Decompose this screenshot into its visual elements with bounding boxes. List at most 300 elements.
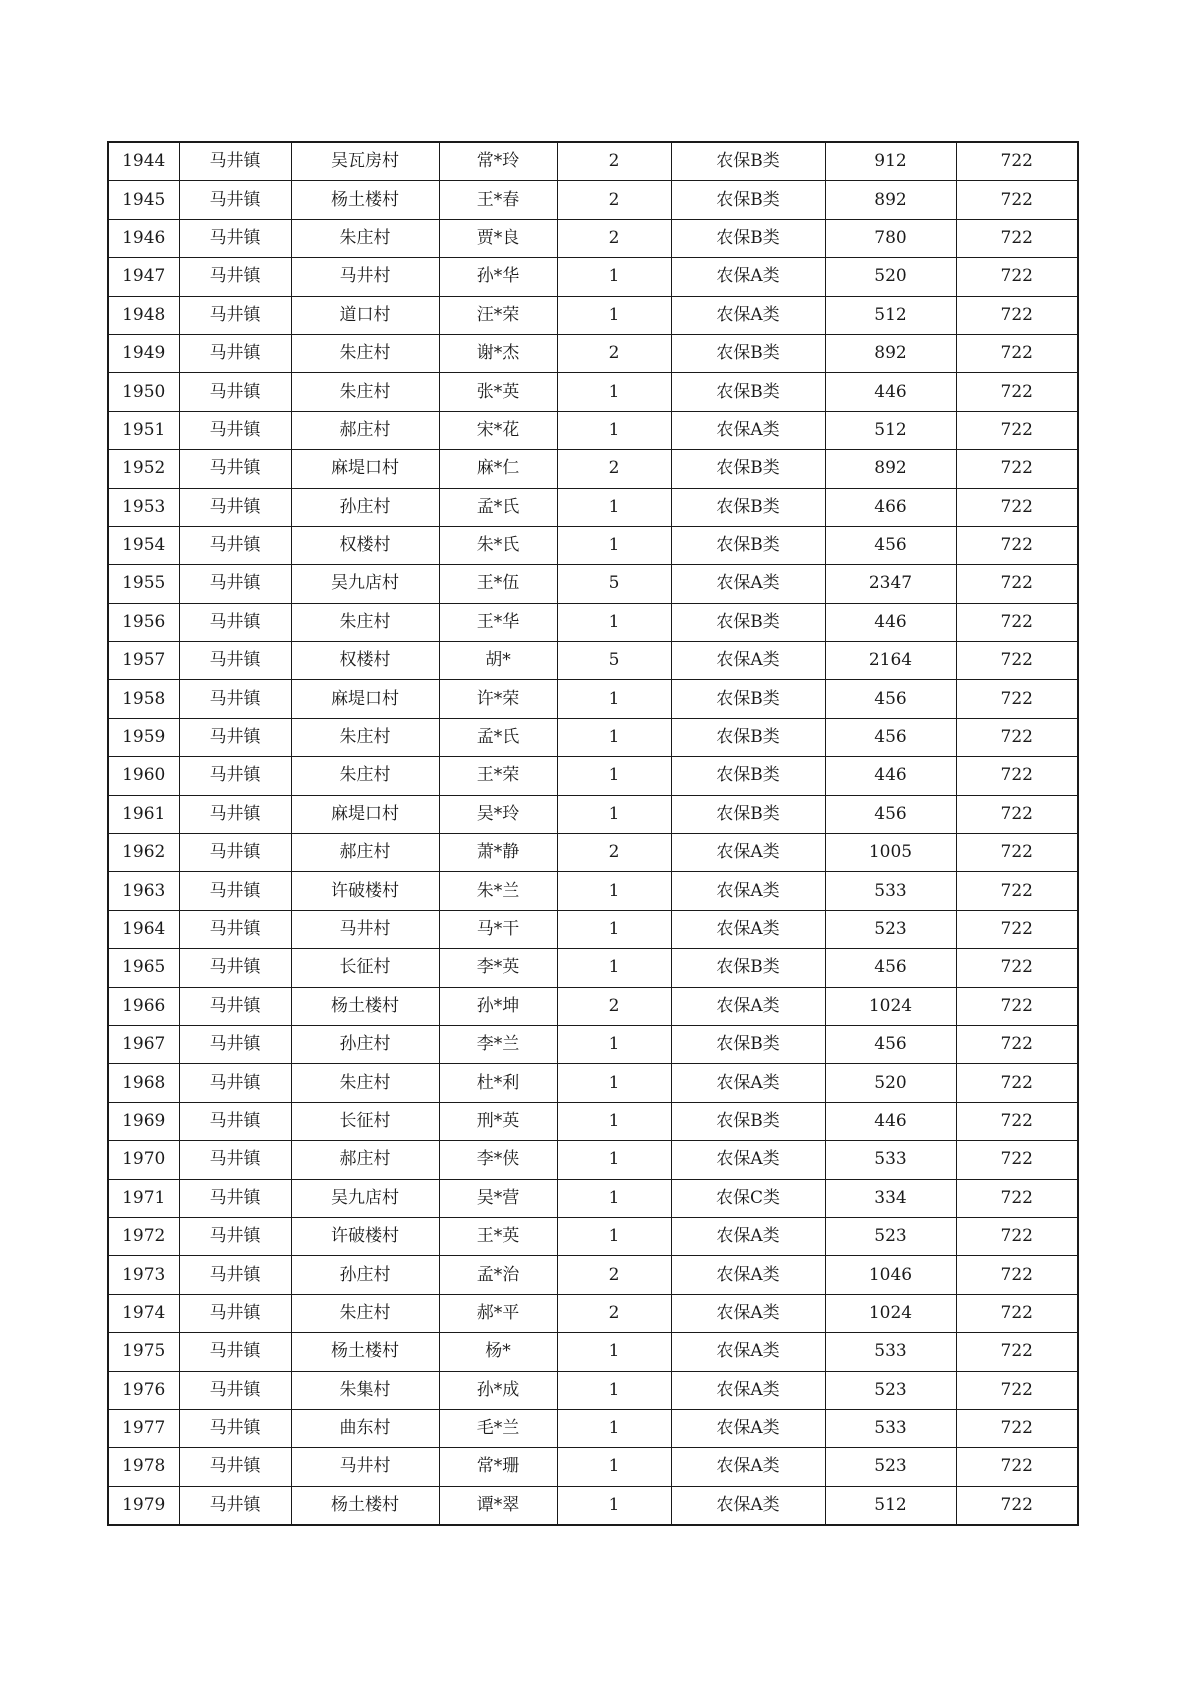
village-cell: 曲东村: [291, 1409, 439, 1447]
standard-cell: 722: [956, 1179, 1078, 1217]
name-cell: 王*华: [439, 603, 557, 641]
household-size-cell: 1: [557, 795, 671, 833]
insurance-type-cell: 农保A类: [671, 1141, 825, 1179]
town-cell: 马井镇: [179, 1333, 291, 1371]
name-cell: 朱*兰: [439, 872, 557, 910]
table-row: [108, 603, 1078, 641]
amount-cell: 892: [825, 450, 956, 488]
standard-cell: 722: [956, 987, 1078, 1025]
household-size-cell: 1: [557, 1025, 671, 1063]
table-row: [108, 181, 1078, 219]
household-size-cell: 1: [557, 258, 671, 296]
serial-number-cell: 1960: [108, 757, 179, 795]
household-size-cell: 2: [557, 834, 671, 872]
village-cell: 杨土楼村: [291, 1333, 439, 1371]
standard-cell: 722: [956, 296, 1078, 334]
serial-number-cell: 1967: [108, 1025, 179, 1063]
standard-cell: 722: [956, 642, 1078, 680]
town-cell: 马井镇: [179, 219, 291, 257]
standard-cell: 722: [956, 142, 1078, 181]
household-size-cell: 1: [557, 1102, 671, 1140]
table-row: [108, 1448, 1078, 1486]
serial-number-cell: 1974: [108, 1294, 179, 1332]
household-size-cell: 5: [557, 642, 671, 680]
table-row: [108, 1256, 1078, 1294]
village-cell: 孙庄村: [291, 488, 439, 526]
insurance-type-cell: 农保B类: [671, 1102, 825, 1140]
household-size-cell: 1: [557, 603, 671, 641]
insurance-type-cell: 农保A类: [671, 1256, 825, 1294]
standard-cell: 722: [956, 949, 1078, 987]
village-cell: 郝庄村: [291, 834, 439, 872]
amount-cell: 1005: [825, 834, 956, 872]
town-cell: 马井镇: [179, 1217, 291, 1255]
insurance-type-cell: 农保B类: [671, 526, 825, 564]
town-cell: 马井镇: [179, 373, 291, 411]
village-cell: 郝庄村: [291, 1141, 439, 1179]
name-cell: 孙*成: [439, 1371, 557, 1409]
household-size-cell: 1: [557, 526, 671, 564]
name-cell: 胡*: [439, 642, 557, 680]
table-row: [108, 718, 1078, 756]
standard-cell: 722: [956, 1371, 1078, 1409]
town-cell: 马井镇: [179, 488, 291, 526]
name-cell: 张*英: [439, 373, 557, 411]
standard-cell: 722: [956, 1486, 1078, 1525]
table-row: [108, 258, 1078, 296]
name-cell: 宋*花: [439, 411, 557, 449]
serial-number-cell: 1970: [108, 1141, 179, 1179]
standard-cell: 722: [956, 1294, 1078, 1332]
household-size-cell: 1: [557, 1409, 671, 1447]
amount-cell: 456: [825, 718, 956, 756]
name-cell: 杨*: [439, 1333, 557, 1371]
insurance-type-cell: 农保A类: [671, 1486, 825, 1525]
household-size-cell: 1: [557, 1448, 671, 1486]
table-row: [108, 1217, 1078, 1255]
insurance-type-cell: 农保B类: [671, 680, 825, 718]
village-cell: 长征村: [291, 1102, 439, 1140]
amount-cell: 892: [825, 334, 956, 372]
household-size-cell: 5: [557, 565, 671, 603]
name-cell: 朱*氏: [439, 526, 557, 564]
amount-cell: 466: [825, 488, 956, 526]
serial-number-cell: 1952: [108, 450, 179, 488]
serial-number-cell: 1955: [108, 565, 179, 603]
table-row: [108, 872, 1078, 910]
amount-cell: 512: [825, 1486, 956, 1525]
town-cell: 马井镇: [179, 1294, 291, 1332]
amount-cell: 523: [825, 1217, 956, 1255]
table-row: [108, 411, 1078, 449]
table-row: [108, 795, 1078, 833]
name-cell: 杜*利: [439, 1064, 557, 1102]
standard-cell: 722: [956, 411, 1078, 449]
name-cell: 常*珊: [439, 1448, 557, 1486]
amount-cell: 520: [825, 1064, 956, 1102]
table-row: [108, 1409, 1078, 1447]
name-cell: 孙*坤: [439, 987, 557, 1025]
insurance-type-cell: 农保A类: [671, 1064, 825, 1102]
standard-cell: 722: [956, 334, 1078, 372]
amount-cell: 533: [825, 872, 956, 910]
town-cell: 马井镇: [179, 795, 291, 833]
serial-number-cell: 1973: [108, 1256, 179, 1294]
serial-number-cell: 1977: [108, 1409, 179, 1447]
town-cell: 马井镇: [179, 718, 291, 756]
serial-number-cell: 1972: [108, 1217, 179, 1255]
serial-number-cell: 1950: [108, 373, 179, 411]
village-cell: 朱庄村: [291, 1064, 439, 1102]
household-size-cell: 1: [557, 373, 671, 411]
village-cell: 朱庄村: [291, 718, 439, 756]
village-cell: 杨土楼村: [291, 1486, 439, 1525]
village-cell: 吴瓦房村: [291, 142, 439, 181]
household-size-cell: 1: [557, 411, 671, 449]
table-row: [108, 142, 1078, 181]
standard-cell: 722: [956, 680, 1078, 718]
household-size-cell: 1: [557, 1179, 671, 1217]
standard-cell: 722: [956, 1141, 1078, 1179]
town-cell: 马井镇: [179, 603, 291, 641]
town-cell: 马井镇: [179, 987, 291, 1025]
table-row: [108, 1371, 1078, 1409]
standard-cell: 722: [956, 565, 1078, 603]
name-cell: 李*侠: [439, 1141, 557, 1179]
serial-number-cell: 1958: [108, 680, 179, 718]
village-cell: 权楼村: [291, 642, 439, 680]
town-cell: 马井镇: [179, 642, 291, 680]
insurance-type-cell: 农保A类: [671, 910, 825, 948]
serial-number-cell: 1954: [108, 526, 179, 564]
village-cell: 马井村: [291, 258, 439, 296]
household-size-cell: 1: [557, 1141, 671, 1179]
insurance-type-cell: 农保A类: [671, 1409, 825, 1447]
serial-number-cell: 1963: [108, 872, 179, 910]
serial-number-cell: 1947: [108, 258, 179, 296]
table-row: [108, 1025, 1078, 1063]
serial-number-cell: 1951: [108, 411, 179, 449]
amount-cell: 446: [825, 603, 956, 641]
village-cell: 许破楼村: [291, 872, 439, 910]
table-row: [108, 1102, 1078, 1140]
amount-cell: 523: [825, 1448, 956, 1486]
insurance-type-cell: 农保B类: [671, 181, 825, 219]
standard-cell: 722: [956, 1448, 1078, 1486]
amount-cell: 523: [825, 1371, 956, 1409]
town-cell: 马井镇: [179, 1486, 291, 1525]
village-cell: 麻堤口村: [291, 795, 439, 833]
name-cell: 萧*静: [439, 834, 557, 872]
table-row: [108, 450, 1078, 488]
amount-cell: 533: [825, 1333, 956, 1371]
name-cell: 王*英: [439, 1217, 557, 1255]
village-cell: 朱庄村: [291, 757, 439, 795]
table-row: [108, 757, 1078, 795]
serial-number-cell: 1949: [108, 334, 179, 372]
table-row: [108, 834, 1078, 872]
amount-cell: 912: [825, 142, 956, 181]
serial-number-cell: 1961: [108, 795, 179, 833]
name-cell: 李*英: [439, 949, 557, 987]
table-row: [108, 565, 1078, 603]
table-row: [108, 219, 1078, 257]
household-size-cell: 1: [557, 949, 671, 987]
serial-number-cell: 1945: [108, 181, 179, 219]
insurance-type-cell: 农保B类: [671, 334, 825, 372]
amount-cell: 1024: [825, 987, 956, 1025]
serial-number-cell: 1956: [108, 603, 179, 641]
insurance-type-cell: 农保B类: [671, 373, 825, 411]
village-cell: 长征村: [291, 949, 439, 987]
name-cell: 汪*荣: [439, 296, 557, 334]
standard-cell: 722: [956, 1064, 1078, 1102]
village-cell: 麻堤口村: [291, 450, 439, 488]
serial-number-cell: 1979: [108, 1486, 179, 1525]
town-cell: 马井镇: [179, 910, 291, 948]
household-size-cell: 1: [557, 680, 671, 718]
village-cell: 杨土楼村: [291, 181, 439, 219]
table-row: [108, 910, 1078, 948]
amount-cell: 334: [825, 1179, 956, 1217]
household-size-cell: 1: [557, 1333, 671, 1371]
town-cell: 马井镇: [179, 1064, 291, 1102]
insurance-type-cell: 农保A类: [671, 296, 825, 334]
town-cell: 马井镇: [179, 296, 291, 334]
insurance-type-cell: 农保B类: [671, 219, 825, 257]
name-cell: 刑*英: [439, 1102, 557, 1140]
insurance-type-cell: 农保A类: [671, 1217, 825, 1255]
town-cell: 马井镇: [179, 411, 291, 449]
village-cell: 马井村: [291, 1448, 439, 1486]
name-cell: 许*荣: [439, 680, 557, 718]
standard-cell: 722: [956, 834, 1078, 872]
amount-cell: 456: [825, 526, 956, 564]
serial-number-cell: 1946: [108, 219, 179, 257]
name-cell: 孟*氏: [439, 488, 557, 526]
name-cell: 孟*氏: [439, 718, 557, 756]
town-cell: 马井镇: [179, 834, 291, 872]
amount-cell: 1046: [825, 1256, 956, 1294]
amount-cell: 892: [825, 181, 956, 219]
name-cell: 王*春: [439, 181, 557, 219]
household-size-cell: 1: [557, 872, 671, 910]
serial-number-cell: 1968: [108, 1064, 179, 1102]
standard-cell: 722: [956, 910, 1078, 948]
village-cell: 朱庄村: [291, 334, 439, 372]
serial-number-cell: 1965: [108, 949, 179, 987]
household-size-cell: 1: [557, 910, 671, 948]
amount-cell: 533: [825, 1409, 956, 1447]
town-cell: 马井镇: [179, 757, 291, 795]
village-cell: 郝庄村: [291, 411, 439, 449]
amount-cell: 780: [825, 219, 956, 257]
amount-cell: 512: [825, 411, 956, 449]
amount-cell: 456: [825, 1025, 956, 1063]
household-size-cell: 2: [557, 450, 671, 488]
table-row: [108, 1179, 1078, 1217]
household-size-cell: 2: [557, 334, 671, 372]
household-size-cell: 2: [557, 219, 671, 257]
insurance-type-cell: 农保A类: [671, 987, 825, 1025]
village-cell: 杨土楼村: [291, 987, 439, 1025]
table-body: [108, 142, 1078, 1525]
town-cell: 马井镇: [179, 1371, 291, 1409]
name-cell: 谭*翠: [439, 1486, 557, 1525]
beneficiary-table: [107, 141, 1079, 1526]
table-row: [108, 334, 1078, 372]
town-cell: 马井镇: [179, 565, 291, 603]
standard-cell: 722: [956, 1256, 1078, 1294]
insurance-type-cell: 农保A类: [671, 1333, 825, 1371]
household-size-cell: 1: [557, 718, 671, 756]
table-row: [108, 1486, 1078, 1525]
amount-cell: 2164: [825, 642, 956, 680]
insurance-type-cell: 农保B类: [671, 949, 825, 987]
serial-number-cell: 1971: [108, 1179, 179, 1217]
village-cell: 朱集村: [291, 1371, 439, 1409]
household-size-cell: 2: [557, 181, 671, 219]
standard-cell: 722: [956, 718, 1078, 756]
standard-cell: 722: [956, 1409, 1078, 1447]
table-row: [108, 373, 1078, 411]
name-cell: 郝*平: [439, 1294, 557, 1332]
insurance-type-cell: 农保A类: [671, 258, 825, 296]
table-row: [108, 488, 1078, 526]
town-cell: 马井镇: [179, 526, 291, 564]
household-size-cell: 1: [557, 1217, 671, 1255]
household-size-cell: 2: [557, 987, 671, 1025]
household-size-cell: 1: [557, 757, 671, 795]
village-cell: 道口村: [291, 296, 439, 334]
town-cell: 马井镇: [179, 450, 291, 488]
town-cell: 马井镇: [179, 258, 291, 296]
village-cell: 朱庄村: [291, 1294, 439, 1332]
household-size-cell: 1: [557, 296, 671, 334]
village-cell: 朱庄村: [291, 373, 439, 411]
table-row: [108, 1294, 1078, 1332]
amount-cell: 446: [825, 1102, 956, 1140]
town-cell: 马井镇: [179, 1179, 291, 1217]
insurance-type-cell: 农保B类: [671, 1025, 825, 1063]
village-cell: 麻堤口村: [291, 680, 439, 718]
insurance-type-cell: 农保B类: [671, 142, 825, 181]
town-cell: 马井镇: [179, 1409, 291, 1447]
village-cell: 孙庄村: [291, 1256, 439, 1294]
insurance-type-cell: 农保A类: [671, 565, 825, 603]
household-size-cell: 1: [557, 1064, 671, 1102]
village-cell: 孙庄村: [291, 1025, 439, 1063]
insurance-type-cell: 农保B类: [671, 488, 825, 526]
standard-cell: 722: [956, 1217, 1078, 1255]
amount-cell: 533: [825, 1141, 956, 1179]
insurance-type-cell: 农保A类: [671, 1371, 825, 1409]
village-cell: 权楼村: [291, 526, 439, 564]
serial-number-cell: 1969: [108, 1102, 179, 1140]
amount-cell: 456: [825, 949, 956, 987]
serial-number-cell: 1975: [108, 1333, 179, 1371]
village-cell: 朱庄村: [291, 219, 439, 257]
name-cell: 孟*治: [439, 1256, 557, 1294]
insurance-type-cell: 农保A类: [671, 1448, 825, 1486]
village-cell: 马井村: [291, 910, 439, 948]
table-row: [108, 1333, 1078, 1371]
amount-cell: 1024: [825, 1294, 956, 1332]
standard-cell: 722: [956, 872, 1078, 910]
serial-number-cell: 1953: [108, 488, 179, 526]
name-cell: 王*荣: [439, 757, 557, 795]
name-cell: 王*伍: [439, 565, 557, 603]
standard-cell: 722: [956, 488, 1078, 526]
insurance-type-cell: 农保A类: [671, 872, 825, 910]
table-row: [108, 526, 1078, 564]
insurance-type-cell: 农保A类: [671, 1294, 825, 1332]
village-cell: 许破楼村: [291, 1217, 439, 1255]
standard-cell: 722: [956, 757, 1078, 795]
serial-number-cell: 1978: [108, 1448, 179, 1486]
village-cell: 吴九店村: [291, 1179, 439, 1217]
standard-cell: 722: [956, 373, 1078, 411]
serial-number-cell: 1944: [108, 142, 179, 181]
table-row: [108, 642, 1078, 680]
town-cell: 马井镇: [179, 949, 291, 987]
household-size-cell: 2: [557, 1294, 671, 1332]
town-cell: 马井镇: [179, 142, 291, 181]
table-row: [108, 296, 1078, 334]
household-size-cell: 2: [557, 142, 671, 181]
town-cell: 马井镇: [179, 1256, 291, 1294]
standard-cell: 722: [956, 603, 1078, 641]
serial-number-cell: 1957: [108, 642, 179, 680]
name-cell: 毛*兰: [439, 1409, 557, 1447]
village-cell: 朱庄村: [291, 603, 439, 641]
standard-cell: 722: [956, 795, 1078, 833]
standard-cell: 722: [956, 1102, 1078, 1140]
name-cell: 李*兰: [439, 1025, 557, 1063]
insurance-type-cell: 农保B类: [671, 795, 825, 833]
village-cell: 吴九店村: [291, 565, 439, 603]
insurance-type-cell: 农保C类: [671, 1179, 825, 1217]
name-cell: 孙*华: [439, 258, 557, 296]
town-cell: 马井镇: [179, 1141, 291, 1179]
name-cell: 马*干: [439, 910, 557, 948]
town-cell: 马井镇: [179, 1025, 291, 1063]
household-size-cell: 1: [557, 1486, 671, 1525]
serial-number-cell: 1976: [108, 1371, 179, 1409]
town-cell: 马井镇: [179, 872, 291, 910]
serial-number-cell: 1959: [108, 718, 179, 756]
table-row: [108, 1064, 1078, 1102]
standard-cell: 722: [956, 1333, 1078, 1371]
insurance-type-cell: 农保B类: [671, 450, 825, 488]
standard-cell: 722: [956, 181, 1078, 219]
insurance-type-cell: 农保B类: [671, 718, 825, 756]
amount-cell: 523: [825, 910, 956, 948]
standard-cell: 722: [956, 526, 1078, 564]
amount-cell: 2347: [825, 565, 956, 603]
table-row: [108, 949, 1078, 987]
serial-number-cell: 1948: [108, 296, 179, 334]
insurance-type-cell: 农保A类: [671, 834, 825, 872]
household-size-cell: 2: [557, 1256, 671, 1294]
standard-cell: 722: [956, 450, 1078, 488]
town-cell: 马井镇: [179, 334, 291, 372]
town-cell: 马井镇: [179, 1102, 291, 1140]
standard-cell: 722: [956, 258, 1078, 296]
name-cell: 谢*杰: [439, 334, 557, 372]
name-cell: 吴*玲: [439, 795, 557, 833]
serial-number-cell: 1962: [108, 834, 179, 872]
